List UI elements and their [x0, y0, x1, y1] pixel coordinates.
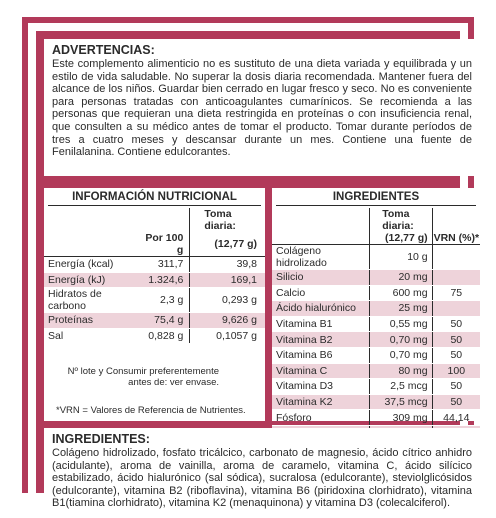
ingredients-row [272, 285, 480, 301]
ingredients-row-vrn [432, 301, 480, 317]
ingredients-col-vrn: VRN (%)* [433, 232, 480, 244]
nutrition-col-daily-amount: (12,77 g) [190, 232, 265, 257]
ingredients-row [272, 301, 480, 317]
nutrition-row-name: Energía (kJ) [44, 272, 137, 288]
ingredients-row-amount: 2,5 mcg [370, 379, 432, 395]
ingredients-row-name: Calcio [272, 285, 370, 301]
ingredients-row-vrn [432, 270, 480, 286]
ingredients-row-amount: 0,70 mg [370, 347, 432, 363]
ingredients-row-amount: 10 g [370, 245, 432, 270]
nutrition-row-name: Sal [44, 328, 137, 344]
nutrition-row-daily: 9,626 g [190, 313, 265, 329]
ingredients-row-name: Colágeno hidrolizado [272, 245, 370, 270]
ingredients-section [44, 428, 480, 518]
warnings-text: Este complemento alimenticio no es sustituto de una dieta variada y equilibrada y un estilo de vida saludable. No superar la dosis diaria recomendada. Mantener fuera del alcance de los niños. Guardar bien cerrado en lugar fresco y seco. No es conveniente para personas tratadas con anticoagulantes cumarínicos. Se recomienda a las personas que requieran una dieta restringida en proteínas o con insuficiencia renal, que consulten a su médico antes de tomar el producto. Tomar durante períodos de tres a cuatro meses y descansar durante un mes. Contiene una fuente de Fenilalanina. Contiene edulcorantes. [52, 58, 472, 159]
ingredients-row [272, 363, 480, 379]
nutrition-row [44, 328, 265, 344]
nutrition-row-daily: 0,293 g [190, 288, 265, 313]
ingredients-row-vrn: 50 [432, 316, 480, 332]
ingredients-table-section [272, 188, 480, 424]
ingredients-row [272, 316, 480, 332]
ingredients-row-amount: 37,5 mcg [370, 394, 432, 410]
ingredients-row-name: Vitamina D3 [272, 379, 370, 395]
ingredients-row [272, 410, 480, 426]
ingredients-row [272, 245, 480, 270]
nutrition-header-row-2 [44, 232, 265, 257]
nutrition-row [44, 272, 265, 288]
nutrition-row-per100: 311,7 [137, 257, 190, 273]
nutrition-row-name: Proteínas [44, 313, 137, 329]
nutrition-row [44, 288, 265, 313]
ingredients-row-name: Silicio [272, 270, 370, 286]
ingredients-row-vrn [432, 245, 480, 270]
label-background [36, 31, 480, 510]
ingredients-row-amount: 80 mg [370, 363, 432, 379]
ingredients-row-vrn: 50 [432, 379, 480, 395]
ingredients-row-vrn: 44,14 [432, 410, 480, 426]
nutrition-title: INFORMACIÓN NUTRICIONAL [48, 188, 261, 206]
ingredients-row-name: Vitamina B6 [272, 347, 370, 363]
ingredients-title: INGREDIENTES: [52, 432, 150, 446]
label-frame [22, 17, 480, 510]
ingredients-row-amount: 25 mg [370, 301, 432, 317]
warnings-title: ADVERTENCIAS: [52, 43, 155, 57]
ingredients-row-name: Vitamina K2 [272, 394, 370, 410]
nutrition-row-per100: 0,828 g [137, 328, 190, 344]
nutrition-row-per100: 1.324,6 [137, 272, 190, 288]
ingredients-row-name: Fósforo [272, 410, 370, 426]
ingredients-header-row-2 [272, 232, 480, 245]
nutrition-row-name: Hidratos de carbono [44, 288, 137, 313]
ingredients-text: Colágeno hidrolizado, fosfato tricálcico, carbonato de magnesio, ácido cítrico anhidro (acidulante), aroma de vainilla, aroma de caramelo, vitamina C, ácido silícico estabilizado, ácido hialurónico (sal sódica), sucralosa (edulcorante), steviolglicósidos (edulcorante), vitamina B2 (riboflavina), vitamina B6 (piridoxina clorhidrato), vitamina B1(tiamina clorhidrato), vitamina K2 (menaquinona) y vitamina D3 (colecalciferol). [52, 447, 472, 510]
ingredients-row-vrn: 100 [432, 363, 480, 379]
ingredients-header-row [272, 208, 480, 232]
ingredients-row-vrn: 75 [432, 285, 480, 301]
ingredients-row-name: Vitamina B1 [272, 316, 370, 332]
ingredients-col-daily-amount: (12,77 g) [370, 232, 432, 245]
ingredients-row-amount: 0,55 mg [370, 316, 432, 332]
ingredients-table-title: INGREDIENTES [276, 188, 476, 206]
ingredients-row-amount: 309 mg [370, 410, 432, 426]
ingredients-row [272, 394, 480, 410]
ingredients-col-daily-label: Toma diaria: [370, 208, 432, 232]
ingredients-row-amount: 20 mg [370, 270, 432, 286]
nutrition-section [44, 188, 265, 421]
nutrition-row-per100: 75,4 g [137, 313, 190, 329]
nutrition-row-daily: 169,1 [190, 272, 265, 288]
ingredients-row-vrn: 50 [432, 347, 480, 363]
nutrition-row-daily: 39,8 [190, 257, 265, 273]
nutrition-row-daily: 0,1057 g [190, 328, 265, 344]
lot-note-2: antes de: ver envase. [128, 377, 219, 389]
nutrition-header-row [44, 208, 265, 232]
lot-note-1: Nº lote y Consumir preferentemente [67, 366, 219, 378]
nutrition-col-daily-label: Toma diaria: [190, 208, 265, 232]
ingredients-row-name: Vitamina B2 [272, 332, 370, 348]
nutrition-row-name: Energía (kcal) [44, 257, 137, 273]
ingredients-table [272, 208, 480, 442]
ingredients-row [272, 270, 480, 286]
ingredients-row [272, 332, 480, 348]
nutrition-row-per100: 2,3 g [137, 288, 190, 313]
ingredients-row-name: Ácido hialurónico [272, 301, 370, 317]
ingredients-row [272, 379, 480, 395]
ingredients-row [272, 347, 480, 363]
vrn-note: *VRN = Valores de Referencia de Nutrientes. [56, 405, 246, 417]
nutrition-row [44, 257, 265, 273]
ingredients-row-vrn: 50 [432, 394, 480, 410]
nutrition-col-per100: Por 100 g [145, 232, 184, 256]
nutrition-table [44, 208, 265, 344]
ingredients-row-vrn: 50 [432, 332, 480, 348]
ingredients-row-amount: 0,70 mg [370, 332, 432, 348]
ingredients-row-name: Vitamina C [272, 363, 370, 379]
ingredients-row-amount: 600 mg [370, 285, 432, 301]
nutrition-row [44, 313, 265, 329]
warnings-section [44, 39, 480, 176]
